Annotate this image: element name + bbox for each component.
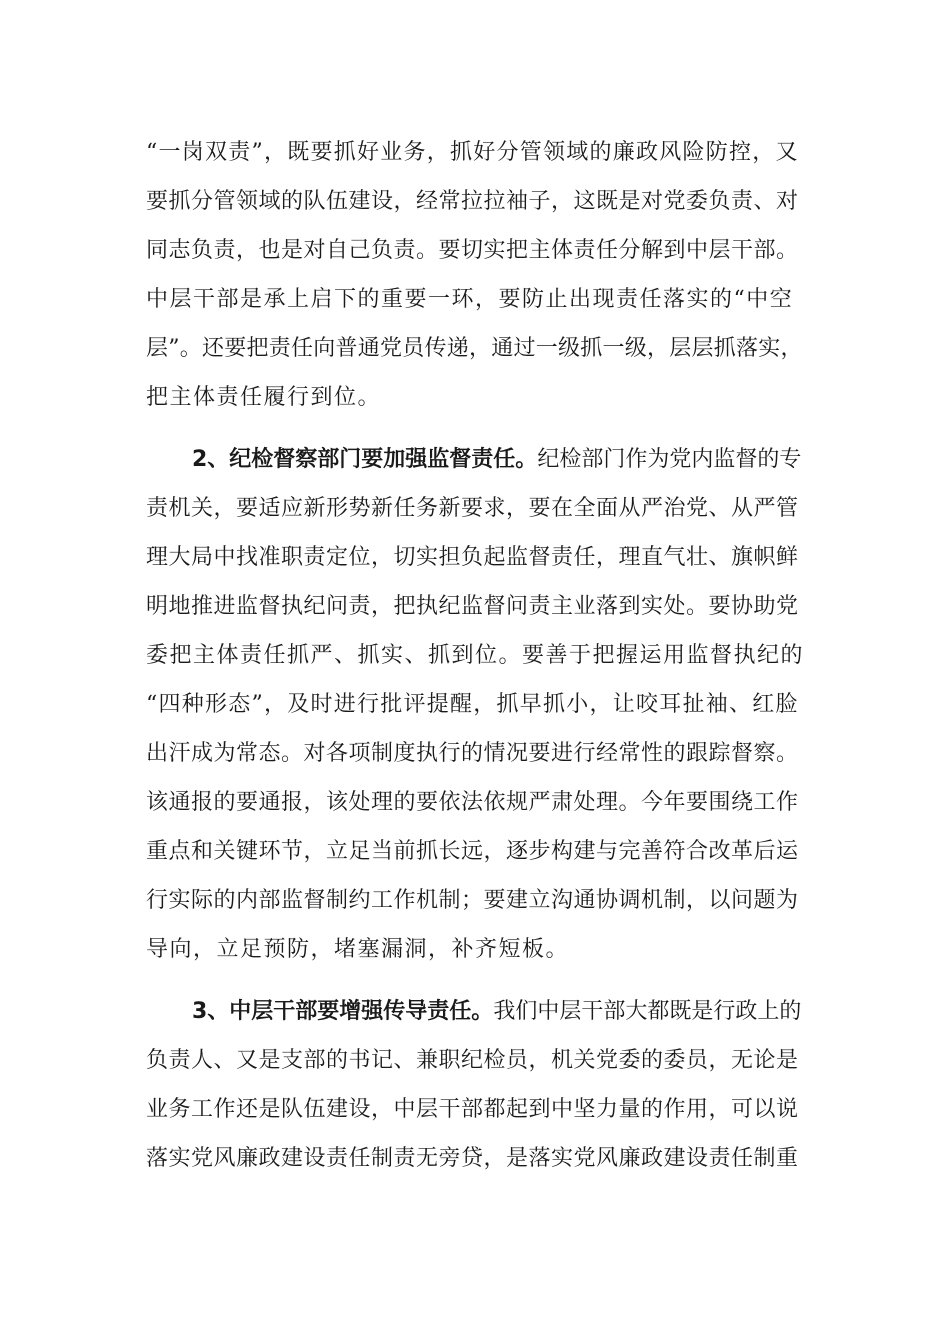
- p2-line-11: 导向，立足预防，堵塞漏洞，补齐短板。: [146, 937, 570, 962]
- p3-first-line-text: 我们中层干部大都既是行政上的: [493, 999, 802, 1024]
- p2-first-line-text: 纪检部门作为党内监督的专: [537, 447, 802, 472]
- p1-line-6: 把主体责任履行到位。: [146, 385, 382, 410]
- p2-line-7: 出汗成为常态。对各项制度执行的情况要进行经常性的跟踪督察。: [146, 741, 799, 766]
- p1-line-4: 中层干部是承上启下的重要一环，要防止出现责任落实的“中空: [146, 287, 794, 312]
- p2-line-10: 行实际的内部监督制约工作机制；要建立沟通协调机制，以问题为: [146, 888, 799, 913]
- p2-first-line: [192, 445, 801, 475]
- p2-line-2: 责机关，要适应新形势新任务新要求，要在全面从严治党、从严管: [146, 496, 799, 521]
- p3-line-2: 负责人、又是支部的书记、兼职纪检员，机关党委的委员，无论是: [146, 1048, 799, 1073]
- p1-line-3: 同志负责，也是对自己负责。要切实把主体责任分解到中层干部。: [146, 238, 799, 263]
- p3-heading: 3、中层干部要增强传导责任。: [192, 999, 494, 1024]
- p3-line-3: 业务工作还是队伍建设，中层干部都起到中坚力量的作用，可以说: [146, 1097, 799, 1122]
- p2-line-6: “四种形态”，及时进行批评提醒，抓早抓小，让咬耳扯袖、红脸: [146, 692, 799, 717]
- p2-line-9: 重点和关键环节，立足当前抓长远，逐步构建与完善符合改革后运: [146, 839, 799, 864]
- p1-line-5: 层”。还要把责任向普通党员传递，通过一级抓一级，层层抓落实，: [146, 336, 803, 361]
- p2-line-8: 该通报的要通报，该处理的要依法依规严肃处理。今年要围绕工作: [146, 790, 799, 815]
- p3-line-4: 落实党风廉政建设责任制责无旁贷，是落实党风廉政建设责任制重: [146, 1146, 799, 1171]
- p1-line-1: “一岗双责”，既要抓好业务，抓好分管领域的廉政风险防控，又: [146, 140, 799, 165]
- p2-line-3: 理大局中找准职责定位，切实担负起监督责任，理直气壮、旗帜鲜: [146, 545, 799, 570]
- p1-line-2: 要抓分管领域的队伍建设，经常拉拉袖子，这既是对党委负责、对: [146, 189, 799, 214]
- p2-heading: 2、纪检督察部门要加强监督责任。: [192, 447, 538, 472]
- p2-line-4: 明地推进监督执纪问责，把执纪监督问责主业落到实处。要协助党: [146, 594, 799, 619]
- p2-line-5: 委把主体责任抓严、抓实、抓到位。要善于把握运用监督执纪的: [146, 643, 805, 668]
- p3-first-line: [192, 997, 801, 1027]
